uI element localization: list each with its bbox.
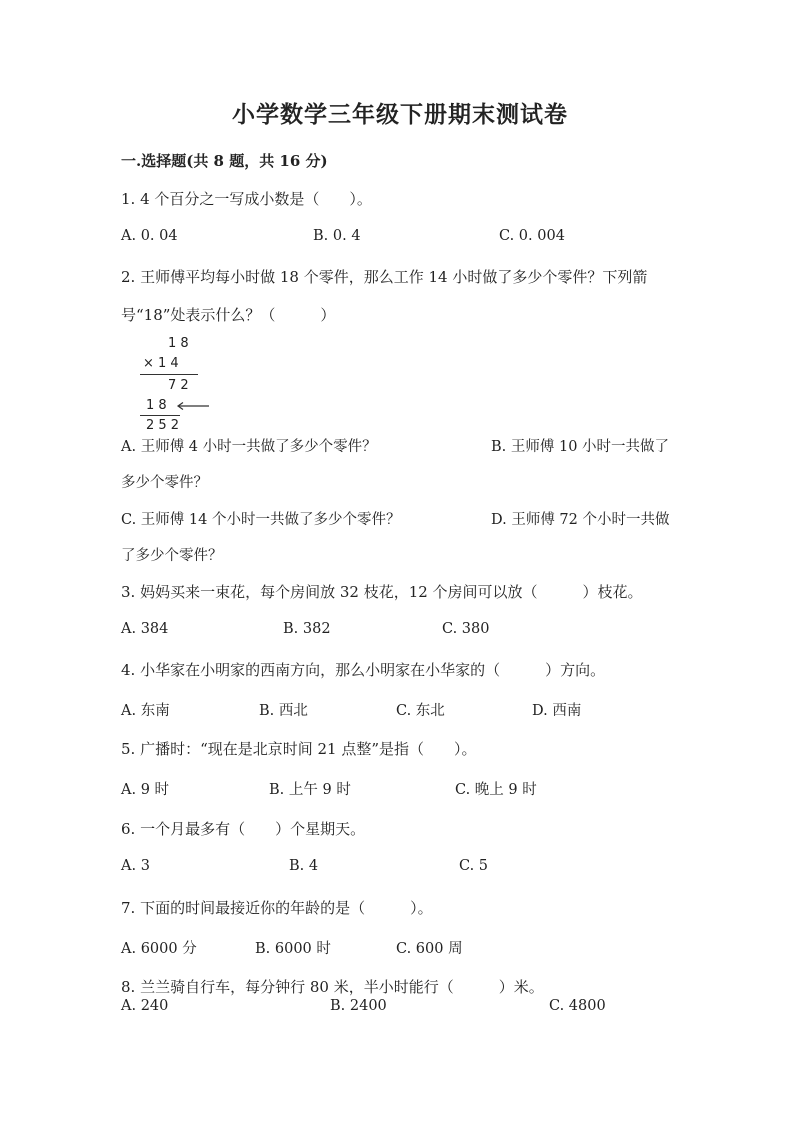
q2-option-c: C. 王师傅 14 个小时一共做了多少个零件？: [121, 512, 401, 528]
q4-option-d: D. 西南: [532, 703, 582, 719]
q7-option-a: A. 6000 分: [121, 941, 197, 957]
calc-row-partial-2: 1 8: [146, 398, 167, 413]
section-heading: 一.选择题(共 8 题，共 16 分): [121, 152, 328, 170]
question-4: 4. 小华家在小明家的西南方向，那么小明家在小华家的（ ）方向。: [121, 661, 606, 679]
q3-option-c: C. 380: [442, 621, 490, 637]
arrow-left-icon: [175, 401, 211, 411]
question-3: 3. 妈妈买来一束花，每个房间放 32 枝花，12 个房间可以放（ ）枝花。: [121, 583, 643, 601]
question-7: 7. 下面的时间最接近你的年龄的是（ ）。: [121, 899, 433, 917]
calc-row-multiplier: × 1 4: [143, 356, 179, 371]
q4-option-a: A. 东南: [121, 703, 170, 719]
q2-option-d-cont: 了多少个零件？: [121, 548, 223, 564]
question-5: 5. 广播时：“现在是北京时间 21 点整”是指（ ）。: [121, 740, 477, 758]
question-1: 1. 4 个百分之一写成小数是（ ）。: [121, 190, 372, 208]
q8-option-b: B. 2400: [330, 998, 387, 1014]
q4-option-c: C. 东北: [396, 703, 445, 719]
calc-rule-1: [140, 374, 198, 375]
q6-option-b: B. 4: [289, 858, 319, 874]
q4-option-b: B. 西北: [259, 703, 308, 719]
q3-option-b: B. 382: [283, 621, 331, 637]
q2-option-a: A. 王师傅 4 小时一共做了多少个零件？: [121, 439, 377, 455]
q3-option-a: A. 384: [121, 621, 169, 637]
q8-option-c: C. 4800: [549, 998, 606, 1014]
calc-row-multiplicand: 1 8: [168, 336, 189, 351]
q2-option-b: B. 王师傅 10 小时一共做了: [491, 439, 670, 455]
calc-row-partial-1: 7 2: [168, 378, 189, 393]
q1-option-c: C. 0. 004: [499, 228, 565, 244]
calc-rule-2: [140, 415, 180, 416]
q8-option-a: A. 240: [121, 998, 169, 1014]
question-6: 6. 一个月最多有（ ）个星期天。: [121, 820, 366, 838]
q2-option-d: D. 王师傅 72 个小时一共做: [491, 512, 670, 528]
q5-option-a: A. 9 时: [121, 782, 170, 798]
calc-row-product: 2 5 2: [146, 418, 180, 433]
q7-option-c: C. 600 周: [396, 941, 463, 957]
question-2-line-2: 号“18”处表示什么？（ ）: [121, 306, 336, 324]
q2-option-b-cont: 多少个零件？: [121, 475, 208, 491]
q6-option-c: C. 5: [459, 858, 489, 874]
page-title: 小学数学三年级下册期末测试卷: [232, 101, 568, 128]
q6-option-a: A. 3: [121, 858, 150, 874]
vertical-multiplication: [140, 336, 220, 436]
question-8: 8. 兰兰骑自行车，每分钟行 80 米，半小时能行（ ）米。: [121, 978, 544, 996]
q1-option-a: A. 0. 04: [121, 228, 178, 244]
q1-option-b: B. 0. 4: [313, 228, 361, 244]
q5-option-b: B. 上午 9 时: [269, 782, 351, 798]
question-2-line-1: 2. 王师傅平均每小时做 18 个零件，那么工作 14 小时做了多少个零件？下列箭: [121, 268, 648, 286]
q7-option-b: B. 6000 时: [255, 941, 331, 957]
q5-option-c: C. 晚上 9 时: [455, 782, 537, 798]
